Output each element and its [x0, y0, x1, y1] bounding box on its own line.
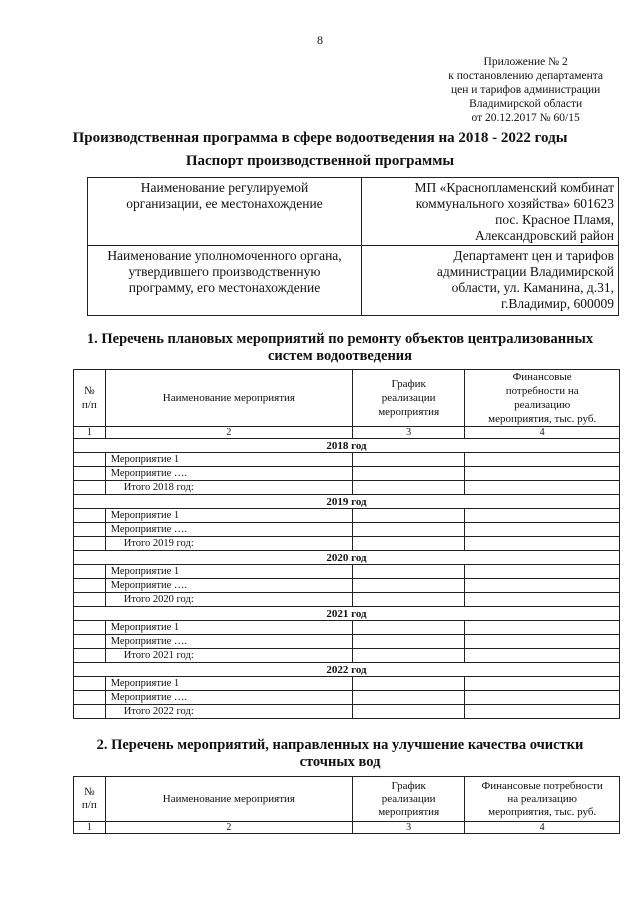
appendix-line: к постановлению департамента — [448, 70, 603, 82]
year-label: 2018 год — [74, 439, 620, 453]
section2-table — [73, 776, 620, 834]
event-name: Мероприятие …. — [105, 523, 352, 537]
event-name: Мероприятие …. — [105, 579, 352, 593]
total-row — [74, 593, 620, 607]
year-row — [74, 439, 620, 453]
appendix-line: Приложение № 2 — [483, 56, 568, 68]
col-header-name: Наименование мероприятия — [105, 370, 352, 427]
header-row — [74, 370, 620, 427]
column-number-row — [74, 427, 620, 439]
page-number: 8 — [317, 33, 323, 47]
year-label: 2020 год — [74, 551, 620, 565]
total-row — [74, 537, 620, 551]
col-header-finance: Финансовые потребности на реализацию мероприятия, тыс. руб. — [465, 777, 620, 822]
table-row — [74, 691, 620, 705]
col-header-schedule: График реализации мероприятия — [353, 370, 465, 427]
event-name: Мероприятие 1 — [105, 509, 352, 523]
year-label: 2019 год — [74, 495, 620, 509]
table-row — [74, 565, 620, 579]
total-row — [74, 481, 620, 495]
event-name: Мероприятие 1 — [105, 453, 352, 467]
table-row — [74, 579, 620, 593]
passport-label: Наименование уполномоченного органа, утвердившего производственную программу, его местонахождение — [88, 246, 362, 316]
year-row — [74, 607, 620, 621]
passport-value: Департамент цен и тарифов администрации Владимирской области, ул. Каманина, д.31, г.Владимир, 600009 — [362, 246, 619, 316]
year-row — [74, 663, 620, 677]
year-row — [74, 551, 620, 565]
table-row — [74, 635, 620, 649]
table-row — [74, 523, 620, 537]
column-number: 2 — [105, 822, 352, 834]
passport-title: Паспорт производственной программы — [185, 153, 455, 169]
total-label: Итого 2020 год: — [105, 593, 352, 607]
column-number: 4 — [465, 427, 620, 439]
section1-title: 1. Перечень плановых мероприятий по ремонту объектов централизованных систем водоотведения — [86, 331, 594, 364]
header-row — [74, 777, 620, 822]
appendix-block — [448, 55, 603, 125]
table-row — [74, 453, 620, 467]
passport-value: МП «Краснопламенский комбинат коммунального хозяйства» 601623 пос. Красное Пламя, Александровский район — [362, 178, 619, 246]
event-name: Мероприятие 1 — [105, 677, 352, 691]
event-name: Мероприятие …. — [105, 635, 352, 649]
column-number: 1 — [74, 822, 106, 834]
section2-title: 2. Перечень мероприятий, направленных на улучшение качества очистки сточных вод — [96, 737, 584, 770]
total-row — [74, 649, 620, 663]
event-name: Мероприятие …. — [105, 691, 352, 705]
passport-table — [87, 177, 619, 316]
table-row — [74, 677, 620, 691]
col-header-finance: Финансовые потребности на реализацию мероприятия, тыс. руб. — [465, 370, 620, 427]
column-number: 4 — [465, 822, 620, 834]
total-label: Итого 2021 год: — [105, 649, 352, 663]
total-label: Итого 2022 год: — [105, 705, 352, 719]
event-name: Мероприятие …. — [105, 467, 352, 481]
passport-row — [88, 246, 619, 316]
appendix-line: Владимирской области — [469, 98, 583, 110]
table-row — [74, 621, 620, 635]
column-number: 3 — [353, 822, 465, 834]
col-header-schedule: График реализации мероприятия — [353, 777, 465, 822]
table-row — [74, 467, 620, 481]
total-label: Итого 2019 год: — [105, 537, 352, 551]
total-row — [74, 705, 620, 719]
column-number: 3 — [353, 427, 465, 439]
appendix-line: от 20.12.2017 № 60/15 — [471, 112, 580, 124]
column-number: 1 — [74, 427, 106, 439]
table-row — [74, 509, 620, 523]
passport-row — [88, 178, 619, 246]
total-label: Итого 2018 год: — [105, 481, 352, 495]
section1-table — [73, 369, 620, 719]
main-title: Производственная программа в сфере водоотведения на 2018 - 2022 годы — [72, 130, 568, 146]
event-name: Мероприятие 1 — [105, 565, 352, 579]
event-name: Мероприятие 1 — [105, 621, 352, 635]
col-header-num: № п/п — [74, 370, 106, 427]
passport-label: Наименование регулируемой организации, ее местонахождение — [88, 178, 362, 246]
col-header-name: Наименование мероприятия — [105, 777, 352, 822]
year-label: 2021 год — [74, 607, 620, 621]
year-label: 2022 год — [74, 663, 620, 677]
column-number-row — [74, 822, 620, 834]
col-header-num: № п/п — [74, 777, 106, 822]
appendix-line: цен и тарифов администрации — [451, 84, 601, 96]
column-number: 2 — [105, 427, 352, 439]
year-row — [74, 495, 620, 509]
